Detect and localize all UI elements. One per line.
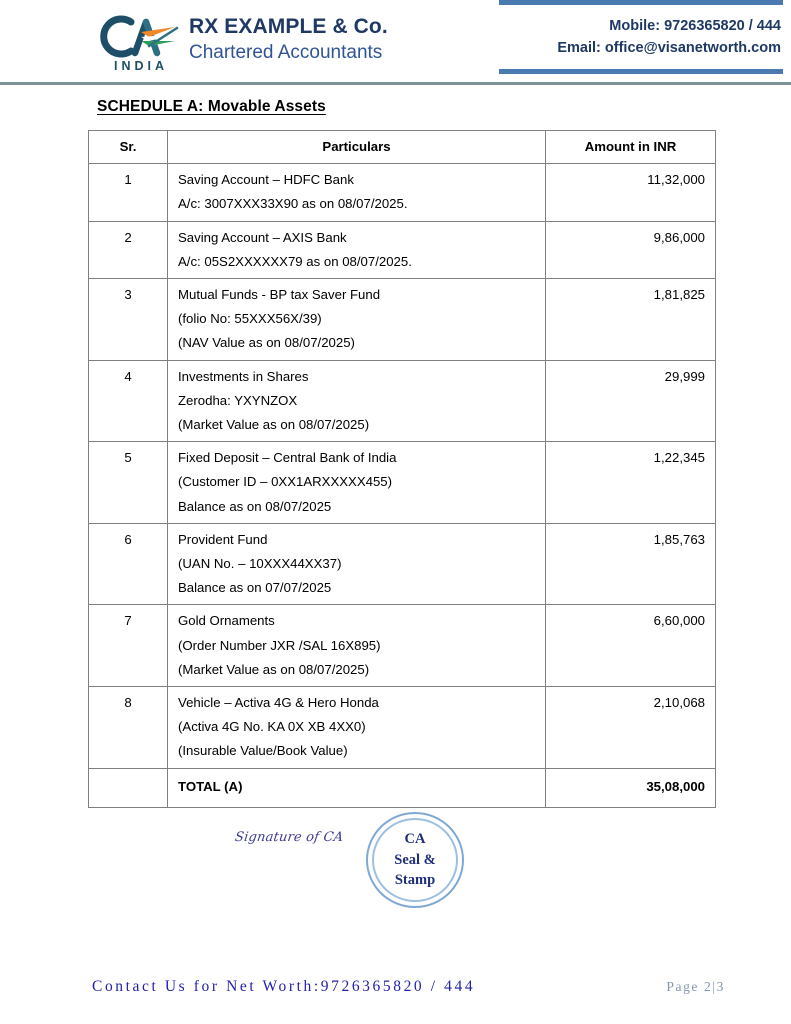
logo-country-label: INDIA (113, 59, 169, 73)
particulars-line: Mutual Funds - BP tax Saver Fund (178, 287, 381, 303)
schedule-table-container (88, 130, 715, 808)
column-header-amount: Amount in INR (546, 131, 716, 164)
cell-amount: 6,60,000 (546, 605, 716, 687)
firm-name-block (189, 14, 388, 66)
column-header-particulars: Particulars (168, 131, 546, 164)
contact-mobile: Mobile: 9726365820 / 444 (609, 18, 781, 34)
table-row (89, 442, 716, 524)
particulars-line: (NAV Value as on 08/07/2025) (178, 335, 355, 351)
page-header (0, 0, 791, 84)
cell-sr: 4 (89, 360, 168, 442)
cell-sr: 7 (89, 605, 168, 687)
cell-particulars (168, 768, 546, 807)
particulars-line: Zerodha: YXYNZOX (178, 392, 298, 408)
cell-amount: 2,10,068 (546, 687, 716, 769)
cell-particulars (168, 442, 546, 524)
particulars-line: A/c: 05S2XXXXXX79 as on 08/07/2025. (178, 253, 412, 269)
particulars-line: A/c: 3007XXX33X90 as on 08/07/2025. (178, 196, 408, 212)
cell-particulars (168, 523, 546, 605)
table-total-row (89, 768, 716, 807)
particulars-line: Gold Ornaments (178, 613, 275, 629)
cell-particulars (168, 687, 546, 769)
particulars-line: (UAN No. – 10XXX44XX37) (178, 556, 342, 572)
table-row (89, 360, 716, 442)
particulars-line: Vehicle – Activa 4G & Hero Honda (178, 695, 379, 711)
cell-sr (89, 768, 168, 807)
cell-sr: 1 (89, 164, 168, 221)
footer-page-number: Page 2|3 (666, 979, 725, 994)
cell-sr: 3 (89, 279, 168, 361)
particulars-line: Saving Account – AXIS Bank (178, 229, 347, 245)
particulars-line: Investments in Shares (178, 368, 309, 384)
seal-line-ca: CA (404, 831, 426, 847)
attestation-area (0, 812, 791, 908)
cell-sr: 6 (89, 523, 168, 605)
particulars-line: (Order Number JXR /SAL 16X895) (178, 637, 381, 653)
cell-amount: 1,81,825 (546, 279, 716, 361)
ca-seal-stamp (366, 812, 464, 908)
table-row (89, 164, 716, 221)
particulars-line: Saving Account – HDFC Bank (178, 172, 354, 188)
particulars-line: Provident Fund (178, 531, 268, 547)
cell-particulars (168, 164, 546, 221)
cell-particulars (168, 360, 546, 442)
cell-sr: 8 (89, 687, 168, 769)
table-row (89, 605, 716, 687)
particulars-line: (Activa 4G No. KA 0X XB 4XX0) (178, 719, 366, 735)
particulars-line: (Market Value as on 08/07/2025) (178, 661, 370, 677)
page-title: SCHEDULE A: Movable Assets (97, 98, 326, 115)
particulars-line: (Market Value as on 08/07/2025) (178, 417, 370, 433)
particulars-line: Balance as on 07/07/2025 (178, 580, 332, 596)
contact-divider-bottom-bar (499, 69, 783, 74)
cell-amount: 1,85,763 (546, 523, 716, 605)
ca-india-logo-icon (97, 6, 183, 74)
seal-line-seal: Seal & (394, 851, 436, 868)
movable-assets-table (88, 130, 716, 808)
seal-line-stamp: Stamp (394, 872, 436, 889)
cell-amount: 35,08,000 (546, 768, 716, 807)
column-header-sr: Sr. (89, 131, 168, 164)
particulars-line: (Customer ID – 0XX1ARXXXXX455) (178, 474, 393, 490)
particulars-line: Fixed Deposit – Central Bank of India (178, 450, 397, 466)
table-row (89, 279, 716, 361)
cell-amount: 9,86,000 (546, 221, 716, 278)
cell-particulars (168, 279, 546, 361)
table-row (89, 687, 716, 769)
cell-amount: 29,999 (546, 360, 716, 442)
cell-sr: 2 (89, 221, 168, 278)
seal-inner-ring (372, 818, 458, 902)
particulars-line: Balance as on 08/07/2025 (178, 498, 332, 514)
page-footer (0, 978, 791, 996)
table-row (89, 221, 716, 278)
particulars-line: (folio No: 55XXX56X/39) (178, 311, 322, 327)
cell-amount: 11,32,000 (546, 164, 716, 221)
firm-identity (97, 6, 388, 74)
header-divider-rule (0, 82, 791, 85)
cell-sr: 5 (89, 442, 168, 524)
table-header-row (89, 131, 716, 164)
contact-divider-top-bar (499, 0, 783, 5)
cell-particulars (168, 221, 546, 278)
table-row (89, 523, 716, 605)
header-contact-block (499, 0, 783, 74)
particulars-line: (Insurable Value/Book Value) (178, 743, 348, 759)
signature-of-ca-label: Signature of CA (233, 829, 345, 845)
particulars-line: TOTAL (A) (178, 778, 243, 794)
cell-particulars (168, 605, 546, 687)
firm-subtitle: Chartered Accountants (189, 42, 383, 64)
footer-contact-text: Contact Us for Net Worth:9726365820 / 444 (92, 978, 476, 995)
firm-name: RX EXAMPLE & Co. (189, 14, 388, 38)
cell-amount: 1,22,345 (546, 442, 716, 524)
contact-email: Email: office@visanetworth.com (557, 40, 781, 57)
